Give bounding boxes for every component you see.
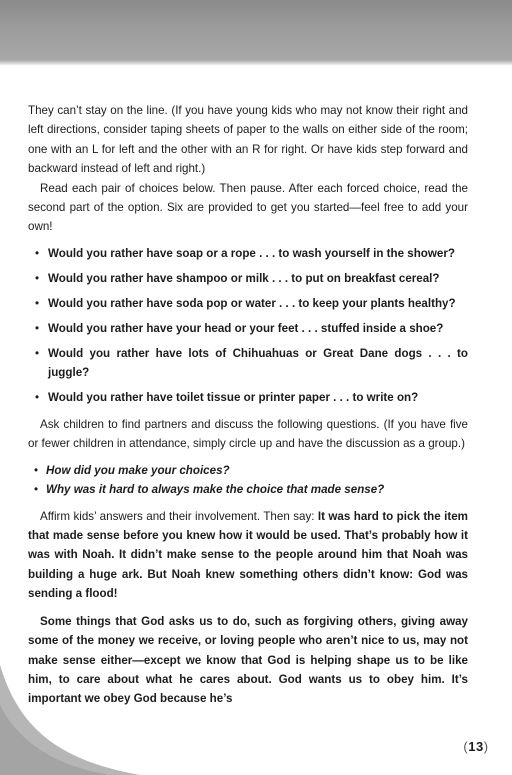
discussion-question: • Why was it hard to always make the choice that made sense? [34,480,468,500]
page-number: (13) [463,739,489,754]
header-band [0,0,512,60]
forced-choice-list [28,244,468,407]
forced-choice-item: • Would you rather have soda pop or water . . . to keep your plants healthy? [35,294,468,313]
forced-choice-item: • Would you rather have lots of Chihuahuas or Great Dane dogs . . . to juggle? [35,344,468,382]
ask-children-paragraph: Ask children to find partners and discuss the following questions. (If you have five or fewer children in attendance, simply circle up and have the discussion as a group.) [28,417,468,451]
read-choices-paragraph: Read each pair of choices below. Then pause. After each forced choice, read the second part of the option. Six are provided to get you started—feel free to add your own! [28,181,468,234]
page-body [28,101,468,709]
closing-paragraph: Some things that God asks us to do, such as forgiving others, giving away some of the money we receive, or loving people who aren’t nice to us, may not make sense either—except we know that God is helping shape us to be like him, to care about what he cares about. God wants us to obey him. It’s important we obey God because he’s [28,614,468,706]
affirm-lead: Affirm kids’ answers and their involvement. Then say: [40,509,315,523]
discussion-question-list [28,461,468,500]
forced-choice-item: • Would you rather have toilet tissue or printer paper . . . to write on? [35,388,468,407]
discussion-question: • How did you make your choices? [34,461,468,481]
page-number-value: 13 [468,739,484,754]
forced-choice-item: • Would you rather have shampoo or milk . . . to put on breakfast cereal? [35,269,468,288]
intro-paragraph: They can’t stay on the line. (If you have young kids who may not know their right and left directions, consider taping sheets of paper to the walls on either side of the room; one with an L for left and the other with an R for right. Or have kids step forward and backward instead of left and right.) [28,104,468,176]
forced-choice-item: • Would you rather have soap or a rope . . . to wash yourself in the shower? [35,244,468,263]
affirm-say-text: It was hard to pick the item that made sense before you knew how it would be used. That’s probably how it was with Noah. It didn’t make sense to the people around him that Noah was building a huge ark. But Noah knew something others didn’t know: God was sending a flood! [28,509,468,601]
forced-choice-item: • Would you rather have your head or your feet . . . stuffed inside a shoe? [35,319,468,338]
affirm-paragraph [28,507,468,604]
